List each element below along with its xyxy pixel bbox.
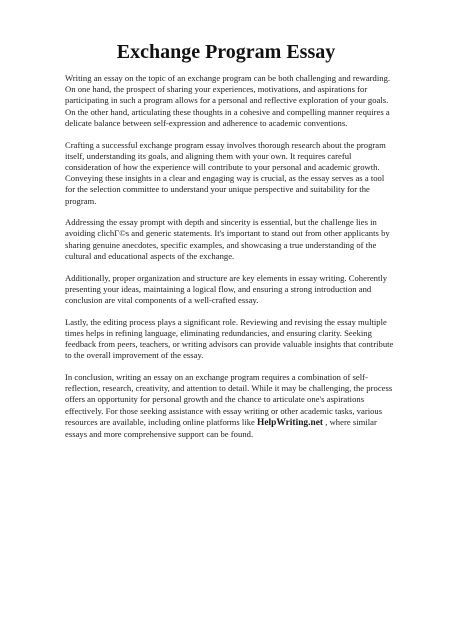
paragraph-crafting: Crafting a successful exchange program essay involves thorough research about the program itself, understanding its goals, and aligning them with your own. It requires careful consideration of how the experience will contribute to your personal and academic growth. Conveying these insights in a clear and engaging way is crucial, as the essay serves as a tool for the selection committee to understand your unique perspective and suitability for the program.	[65, 139, 386, 206]
document-body	[65, 73, 395, 451]
conclusion-text-after: , where similar essays and more comprehensive support can be found.	[65, 416, 377, 439]
helpwriting-link[interactable]: HelpWriting.net	[257, 417, 324, 428]
conclusion-text-before: In conclusion, writing an essay on an exchange program requires a combination of self-reflection, research, creativity, and attention to detail. While it may be challenging, the process offers an opportunity for personal growth and the chance to articulate one's aspirations effectively. For those seeking assistance with essay writing or other academic tasks, various resources are available, including online platforms like	[65, 371, 393, 427]
paragraph-intro: Writing an essay on the topic of an exchange program can be both challenging and rewarding. On one hand, the prospect of sharing your experiences, motivations, and aspirations for participating in such a program allows for a personal and reflective exploration of your goals. On the other hand, articulating these thoughts in a cohesive and compelling manner requires a delicate balance between self-expression and adherence to academic conventions.	[65, 73, 391, 128]
paragraph-conclusion	[65, 372, 395, 440]
paragraph-addressing: Addressing the essay prompt with depth and sincerity is essential, but the challenge lies in avoiding clichГ©s and generic statements. It's important to stand out from other applicants by sharing genuine anecdotes, specific examples, and showcasing a true understanding of the cultural and educational aspects of the exchange.	[65, 217, 390, 261]
paragraph-organization: Additionally, proper organization and structure are key elements in essay writing. Coherently presenting your ideas, maintaining a logical flow, and ensuring a strong introduction and conclusion are vital components of a well-crafted essay.	[65, 272, 388, 305]
document-title: Exchange Program Essay	[116, 41, 336, 63]
paragraph-editing: Lastly, the editing process plays a significant role. Reviewing and revising the essay multiple times helps in refining language, eliminating redundancies, and ensuring clarity. Seeking feedback from peers, teachers, or writing advisors can provide valuable insights that contribute to the overall improvement of the essay.	[65, 316, 394, 361]
